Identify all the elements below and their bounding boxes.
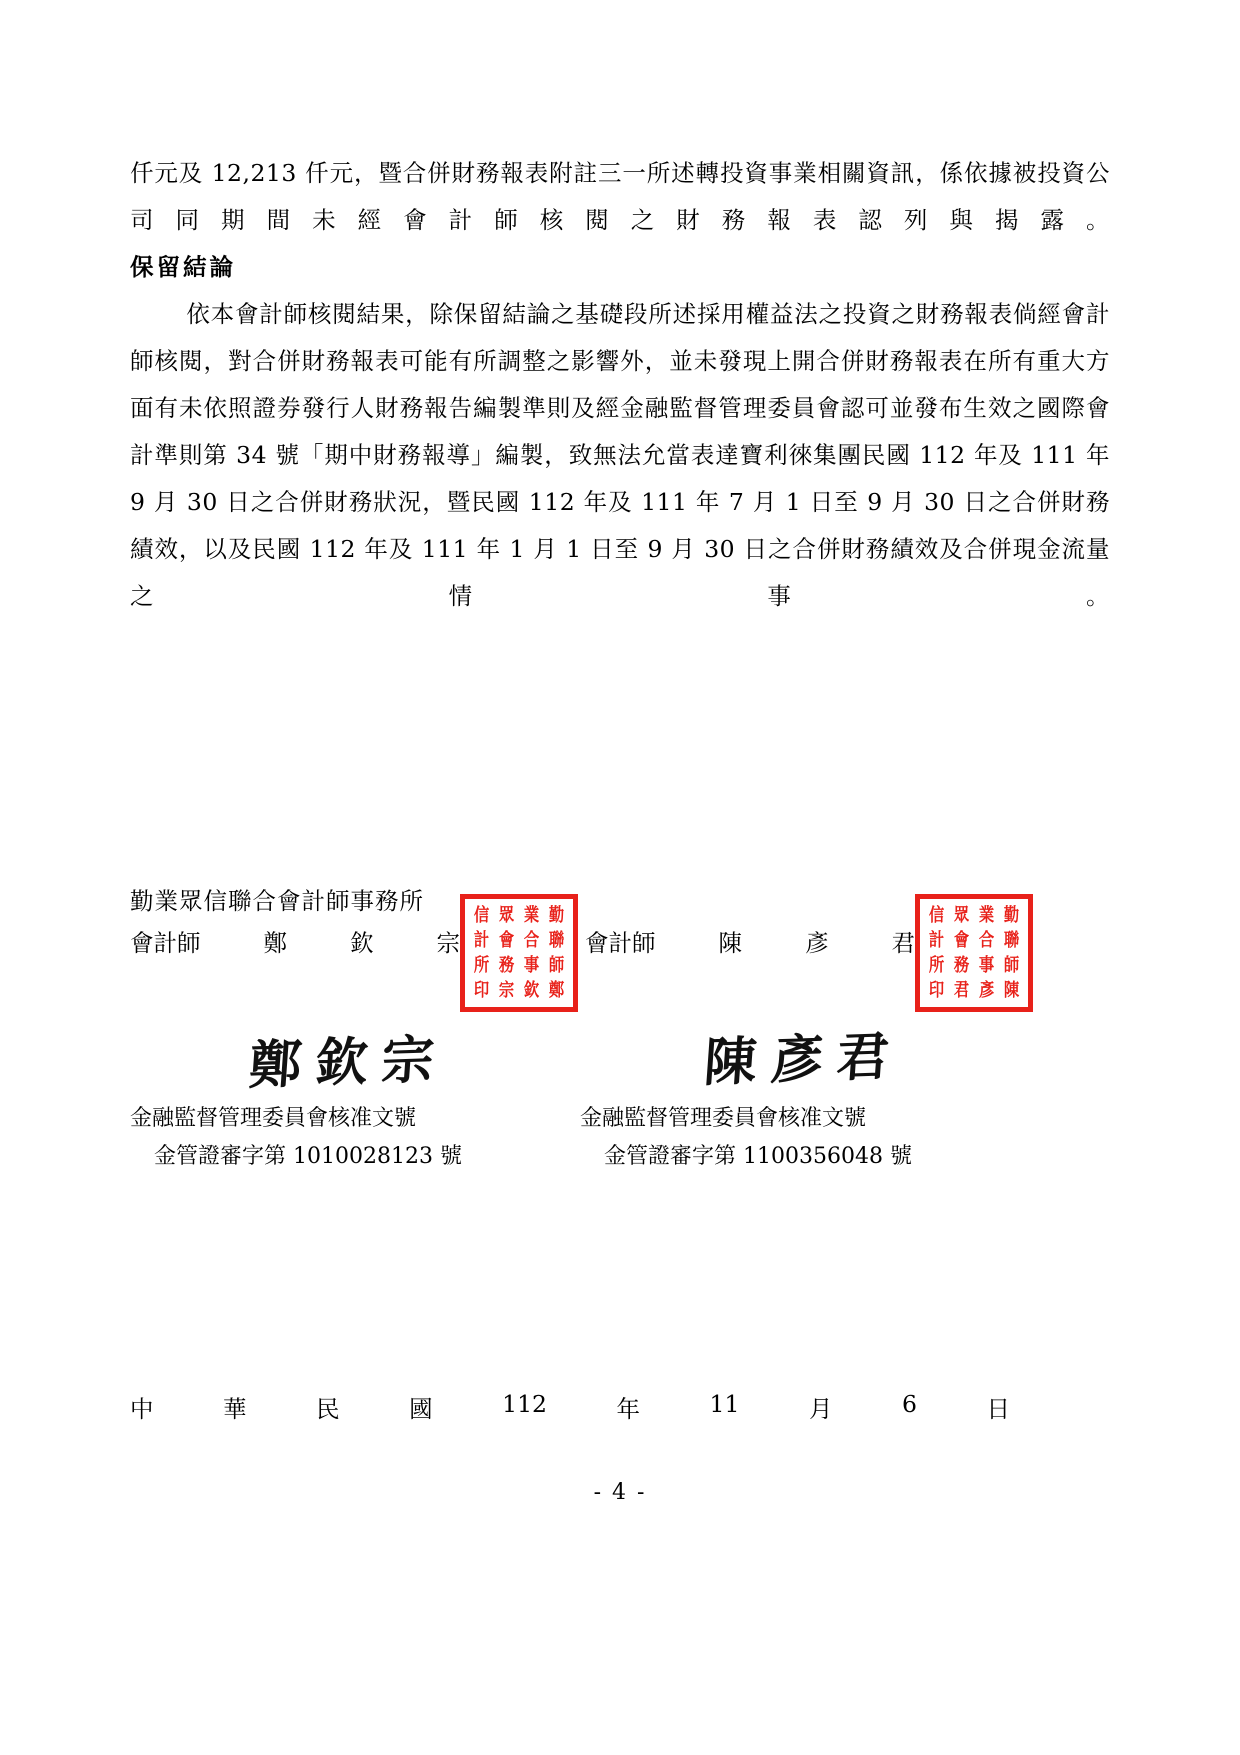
seal-char: 業	[523, 904, 540, 926]
seal-char: 計	[473, 929, 490, 951]
seal-char: 事	[978, 954, 995, 976]
seal-char: 計	[928, 929, 945, 951]
seal-char: 陳	[1003, 979, 1020, 1001]
date-month-label: 月	[808, 1395, 833, 1423]
signer-2-title: 會計師	[585, 929, 656, 957]
seal-char: 眾	[498, 904, 515, 926]
signer-2-title-line	[585, 922, 915, 964]
seal-char: 印	[928, 979, 945, 1001]
signer-block-2	[585, 904, 1045, 1001]
seal-char: 業	[978, 904, 995, 926]
seal-char: 務	[953, 954, 970, 976]
date-day: 6	[902, 1390, 917, 1418]
seal-char: 會	[953, 929, 970, 951]
approval-block-2	[580, 1100, 912, 1176]
seal-char: 合	[978, 929, 995, 951]
seal-char: 聯	[1003, 929, 1020, 951]
signer-2-handwritten-signature: 陳彥君	[702, 1025, 906, 1094]
signer-1-name-char-2: 欽	[350, 929, 374, 957]
seal-char: 勤	[1003, 904, 1020, 926]
date-char-4: 國	[409, 1395, 433, 1423]
signer-2-name-char-2: 彥	[805, 929, 829, 957]
date-day-label: 日	[986, 1395, 1010, 1423]
date-char-3: 民	[316, 1395, 340, 1423]
approval-block-1	[130, 1100, 462, 1176]
signer-1-name-char-1: 鄭	[263, 929, 287, 957]
signer-1-name-char-3: 宗	[436, 929, 460, 957]
seal-char: 信	[928, 904, 945, 926]
signer-1-title-line	[130, 922, 460, 964]
seal-char: 信	[473, 904, 490, 926]
body-text	[130, 150, 1110, 620]
seal-char: 勤	[548, 904, 565, 926]
seal-char: 師	[548, 954, 565, 976]
seal-char: 所	[473, 954, 490, 976]
page-number: - 4 -	[593, 1480, 647, 1505]
signature-columns	[130, 904, 1110, 1122]
date-year-label: 年	[616, 1395, 641, 1423]
section-heading: 保留結論	[130, 253, 236, 281]
paragraph-continuation: 仟元及 12,213 仟元，暨合併財務報表附註三一所述轉投資事業相關資訊，係依據被投資公司同期間未經會計師核閱之財務報表認列與揭露。	[130, 159, 1110, 234]
date-line	[130, 1390, 1010, 1424]
seal-char: 合	[523, 929, 540, 951]
approval-label-1: 金融監督管理委員會核准文號	[130, 1106, 417, 1131]
seal-char: 事	[523, 954, 540, 976]
seal-char: 會	[498, 929, 515, 951]
signature-area	[130, 880, 1110, 1122]
seal-char: 君	[953, 979, 970, 1001]
signer-block-1	[130, 904, 590, 1001]
signer-2-seal-characters	[924, 903, 1024, 1003]
seal-char: 印	[473, 979, 490, 1001]
signer-2-seal-stamp	[915, 894, 1033, 1012]
seal-char: 師	[1003, 954, 1020, 976]
signer-2-name-char-1: 陳	[718, 929, 742, 957]
seal-char: 宗	[498, 979, 515, 1001]
paragraph-conclusion-text: 依本會計師核閱結果，除保留結論之基礎段所述採用權益法之投資之財務報表倘經會計師核閱，對合併財務報表可能有所調整之影響外，並未發現上開合併財務報表在所有重大方面有未依照證券發行人財務報告編製準則及經金融監督管理委員會認可並發布生效之國際會計準則第 34 號「期中財務報導」編製，致無法允當表達寶利徠集團民國 112 年及 111 年 9 月 30 日之合併財務狀況，暨民國 112 年及 111 年 7 月 1 日至 9 月 30 日之合併財務績效，以及民國 112 年及 111 年 1 月 1 日至 9 月 30 日之合併財務績效及合併現金流量之情事。	[130, 300, 1110, 610]
approval-number-1: 金管證審字第 1010028123 號	[154, 1144, 462, 1169]
date-year: 112	[502, 1390, 547, 1418]
signer-1-title: 會計師	[130, 929, 201, 957]
seal-char: 眾	[953, 904, 970, 926]
signer-1-seal-characters	[469, 903, 569, 1003]
seal-char: 欽	[523, 979, 540, 1001]
approval-label-2: 金融監督管理委員會核准文號	[580, 1106, 867, 1131]
date-month: 11	[709, 1390, 740, 1418]
paragraph-conclusion	[130, 291, 1110, 620]
seal-char: 鄭	[548, 979, 565, 1001]
signer-1-seal-stamp	[460, 894, 578, 1012]
seal-char: 彥	[978, 979, 995, 1001]
signer-2-name-char-3: 君	[891, 929, 915, 957]
signer-1-handwritten-signature: 鄭欽宗	[247, 1028, 451, 1097]
firm-name: 勤業眾信聯合會計師事務所	[130, 887, 424, 915]
approval-number-2: 金管證審字第 1100356048 號	[604, 1144, 912, 1169]
seal-char: 聯	[548, 929, 565, 951]
date-char-2: 華	[223, 1395, 247, 1423]
date-char-1: 中	[130, 1395, 154, 1423]
seal-char: 務	[498, 954, 515, 976]
seal-char: 所	[928, 954, 945, 976]
